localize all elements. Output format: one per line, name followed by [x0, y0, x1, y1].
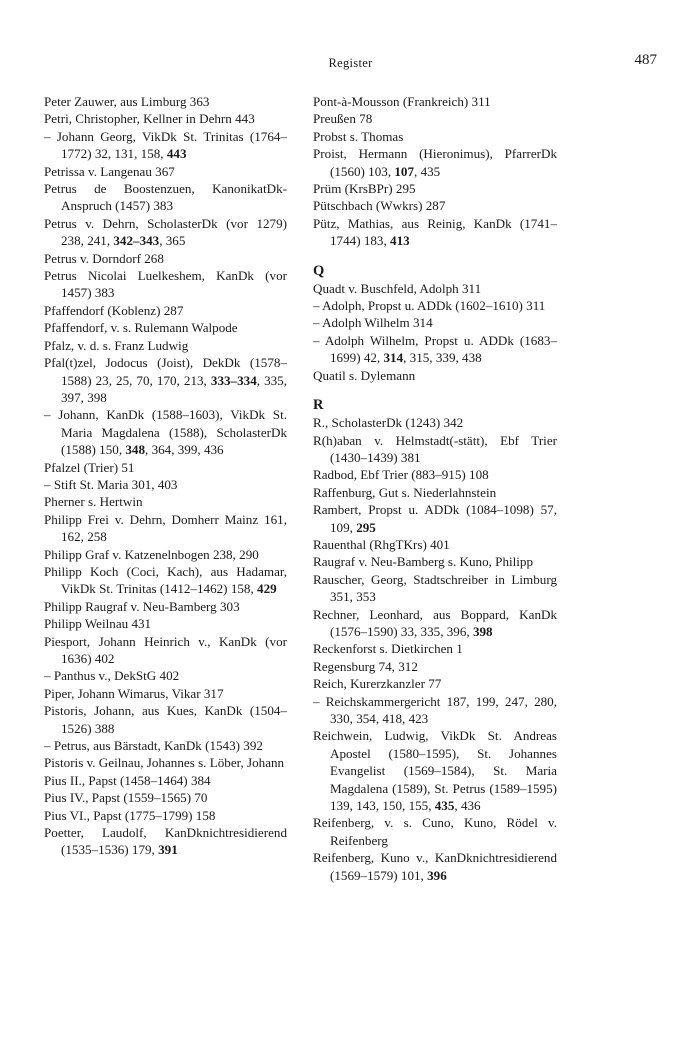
- entry-text: Philipp Koch (Coci, Kach), aus Hadamar, VikDk St. Trinitas (1412–1462) 158,: [44, 563, 287, 597]
- section-letter: Q: [313, 262, 325, 279]
- page-number: 487: [634, 52, 657, 68]
- entry-text: Pius VI., Papst (1775–1799) 158: [44, 807, 216, 823]
- index-entry: [44, 789, 287, 806]
- entry-text: – Stift St. Maria 301, 403: [44, 476, 178, 492]
- entry-text: Rambert, Propst u. ADDk (1084–1098) 57, 109,: [313, 502, 557, 535]
- entry-text: – Adolph, Propst u. ADDk (1602–1610) 311: [313, 298, 546, 314]
- index-entry: [313, 693, 557, 728]
- entry-text: Quatil s. Dylemann: [313, 367, 416, 383]
- entry-text: Philipp Weilnau 431: [44, 616, 152, 632]
- entry-text: Petrissa v. Langenau 367: [44, 163, 175, 179]
- entry-text: , 365: [159, 233, 186, 249]
- index-entry: [44, 493, 287, 510]
- main-reference: 333–334: [210, 372, 257, 388]
- entry-text: , 364, 399, 436: [145, 442, 224, 458]
- main-reference: 348: [125, 442, 146, 458]
- index-entry: [313, 466, 557, 483]
- main-reference: 435: [434, 798, 455, 814]
- entry-text: Rauenthal (RhgTKrs) 401: [313, 536, 450, 552]
- main-reference: 413: [390, 233, 410, 249]
- entry-text: Pistoris, Johann, aus Kues, KanDk (1504–1526) 388: [44, 703, 287, 736]
- index-entry: [313, 128, 557, 145]
- main-reference: 391: [158, 842, 178, 858]
- index-entry: [313, 280, 557, 297]
- index-entry: [313, 553, 557, 570]
- entry-text: Piesport, Johann Heinrich v., KanDk (vor 1636) 402: [44, 633, 287, 666]
- entry-text: Pistoris v. Geilnau, Johannes s. Löber, Johann: [44, 755, 285, 771]
- index-entry: [313, 640, 557, 657]
- entry-text: Rauscher, Georg, Stadtschreiber in Limburg 351, 353: [313, 571, 557, 605]
- index-entry: [44, 128, 287, 163]
- index-entry: [44, 702, 287, 737]
- index-column-right: [313, 93, 557, 884]
- index-entry: [44, 685, 287, 702]
- entry-text: Pfaffendorf (Koblenz) 287: [44, 302, 184, 318]
- entry-text: Piper, Johann Wimarus, Vikar 317: [44, 685, 224, 701]
- index-entry: [44, 772, 287, 789]
- entry-text: R., ScholasterDk (1243) 342: [313, 415, 464, 431]
- main-reference: 429: [257, 581, 277, 597]
- main-reference: 314: [383, 350, 404, 366]
- entry-text: Poetter, Laudolf, KanDknichtresidierend (1535–1536) 179,: [44, 825, 287, 858]
- index-entry: [44, 163, 287, 180]
- index-entry: [313, 297, 557, 314]
- entry-text: Pfal(t)zel, Jodocus (Joist), DekDk (1578–1588) 23, 25, 70, 170, 213,: [44, 355, 287, 388]
- index-entry: [44, 319, 287, 336]
- entry-text: Reifenberg, v. s. Cuno, Kuno, Rödel v. Reifenberg: [313, 815, 557, 848]
- entry-text: – Adolph Wilhelm, Propst u. ADDk (1683–1699) 42,: [313, 332, 557, 366]
- entry-text: Reifenberg, Kuno v., KanDknichtresidierend (1569–1579) 101,: [313, 850, 557, 883]
- index-entry: [44, 546, 287, 563]
- entry-text: – Petrus, aus Bärstadt, KanDk (1543) 392: [44, 738, 263, 754]
- index-entry: [44, 215, 287, 250]
- index-entry: [313, 414, 557, 431]
- entry-text: – Johann Georg, VikDk St. Trinitas (1764–1772) 32, 131, 158,: [44, 128, 287, 162]
- index-entry: [313, 197, 557, 214]
- index-entry: [313, 367, 557, 384]
- index-entry: [313, 849, 557, 884]
- index-entry: [44, 180, 287, 215]
- entry-text: Prüm (KrsBPr) 295: [313, 181, 416, 197]
- index-entry: [313, 215, 557, 250]
- entry-text: – Panthus v., DekStG 402: [44, 668, 180, 684]
- index-entry: [44, 737, 287, 754]
- index-entry: [44, 459, 287, 476]
- index-entry: [44, 824, 287, 859]
- index-entry: [44, 667, 287, 684]
- main-reference: 107: [394, 163, 415, 179]
- entry-text: Philipp Frei v. Dehrn, Domherr Mainz 161, 162, 258: [44, 511, 287, 545]
- section-letter: R: [313, 397, 324, 414]
- entry-text: Reckenforst s. Dietkirchen 1: [313, 641, 463, 657]
- index-entry: [313, 332, 557, 367]
- entry-text: Pius II., Papst (1458–1464) 384: [44, 772, 211, 788]
- index-entry: [44, 267, 287, 302]
- main-reference: 342–343: [113, 233, 160, 249]
- entry-text: Preußen 78: [313, 111, 373, 127]
- entry-text: , 436: [454, 798, 481, 814]
- entry-text: Petri, Christopher, Kellner in Dehrn 443: [44, 111, 255, 127]
- entry-text: Pütschbach (Wwkrs) 287: [313, 198, 446, 214]
- entry-text: Rechner, Leonhard, aus Boppard, KanDk (1576–1590) 33, 335, 396,: [313, 606, 557, 639]
- index-entry: [313, 658, 557, 675]
- index-column-left: [44, 93, 287, 859]
- main-reference: 398: [472, 623, 493, 639]
- index-entry: [44, 406, 287, 458]
- entry-text: Raffenburg, Gut s. Niederlahnstein: [313, 484, 497, 500]
- entry-text: Petrus v. Dehrn, ScholasterDk (vor 1279) 238, 241,: [44, 215, 287, 249]
- entry-text: R(h)aban v. Helmstadt(-stätt), Ebf Trier (1430–1439) 381: [313, 432, 557, 465]
- entry-text: Probst s. Thomas: [313, 128, 404, 144]
- index-entry: [44, 354, 287, 406]
- main-reference: 396: [427, 867, 447, 883]
- index-entry: [313, 571, 557, 606]
- index-entry: [313, 180, 557, 197]
- entry-text: – Johann, KanDk (1588–1603), VikDk St. Maria Magdalena (1588), ScholasterDk (1588) 150,: [44, 407, 287, 458]
- entry-text: Philipp Graf v. Katzenelnbogen 238, 290: [44, 546, 259, 562]
- main-reference: 443: [166, 146, 187, 162]
- entry-text: , 315, 339, 438: [403, 350, 482, 366]
- entry-text: Pont-à-Mousson (Frankreich) 311: [313, 94, 491, 109]
- index-entry: [313, 145, 557, 180]
- index-entry: [44, 93, 287, 110]
- entry-text: Reichwein, Ludwig, VikDk St. Andreas Apostel (1580–1595), St. Johannes Evangelist (1569–1584), St. Maria Magdalena (1589), St. Petrus (1589–1595) 139, 143, 150, 155,: [313, 728, 557, 814]
- running-title: Register: [328, 56, 373, 70]
- index-entry: [44, 633, 287, 668]
- entry-text: Quadt v. Buschfeld, Adolph 311: [313, 280, 482, 296]
- entry-text: Petrus Nicolai Luelkeshem, KanDk (vor 1457) 383: [44, 268, 287, 301]
- index-entry: [44, 250, 287, 267]
- entry-text: Peter Zauwer, aus Limburg 363: [44, 94, 210, 109]
- entry-text: Petrus de Boostenzuen, KanonikatDk-Anspruch (1457) 383: [44, 181, 287, 214]
- index-entry: [313, 501, 557, 536]
- index-entry: [44, 110, 287, 127]
- entry-text: Proist, Hermann (Hieronimus), PfarrerDk (1560) 103,: [313, 146, 557, 179]
- entry-text: Pfalz, v. d. s. Franz Ludwig: [44, 337, 189, 353]
- main-reference: 295: [356, 519, 376, 535]
- index-entry: [44, 807, 287, 824]
- index-entry: [313, 727, 557, 814]
- index-entry: [44, 476, 287, 493]
- entry-text: Philipp Raugraf v. Neu-Bamberg 303: [44, 598, 240, 614]
- index-entry: [44, 511, 287, 546]
- entry-text: Radbod, Ebf Trier (883–915) 108: [313, 467, 489, 483]
- entry-text: Reich, Kurerzkanzler 77: [313, 676, 442, 692]
- entry-text: Pherner s. Hertwin: [44, 494, 143, 510]
- entry-text: Regensburg 74, 312: [313, 658, 418, 674]
- index-entry: [313, 110, 557, 127]
- index-entry: [44, 563, 287, 598]
- entry-text: Pfaffendorf, v. s. Rulemann Walpode: [44, 320, 238, 336]
- entry-text: Petrus v. Dorndorf 268: [44, 250, 164, 266]
- index-entry: [313, 93, 557, 110]
- entry-text: Pfalzel (Trier) 51: [44, 459, 135, 475]
- entry-text: Pütz, Mathias, aus Reinig, KanDk (1741–1744) 183,: [313, 215, 557, 249]
- index-entry: [313, 675, 557, 692]
- index-entry: [44, 302, 287, 319]
- page-header: [44, 50, 657, 76]
- index-entry: [44, 598, 287, 615]
- index-entry: [313, 484, 557, 501]
- index-entry: [44, 615, 287, 632]
- index-entry: [313, 536, 557, 553]
- entry-text: – Adolph Wilhelm 314: [313, 315, 433, 331]
- entry-text: Raugraf v. Neu-Bamberg s. Kuno, Philipp: [313, 554, 534, 570]
- entry-text: – Reichskammergericht 187, 199, 247, 280, 330, 354, 418, 423: [313, 693, 557, 726]
- entry-text: Pius IV., Papst (1559–1565) 70: [44, 790, 208, 806]
- index-entry: [44, 337, 287, 354]
- index-entry: [313, 432, 557, 467]
- index-entry: [313, 814, 557, 849]
- index-entry: [313, 606, 557, 641]
- entry-text: , 435: [414, 163, 441, 179]
- entry-text: , 335, 397, 398: [61, 372, 287, 405]
- index-entry: [313, 314, 557, 331]
- index-entry: [44, 754, 287, 771]
